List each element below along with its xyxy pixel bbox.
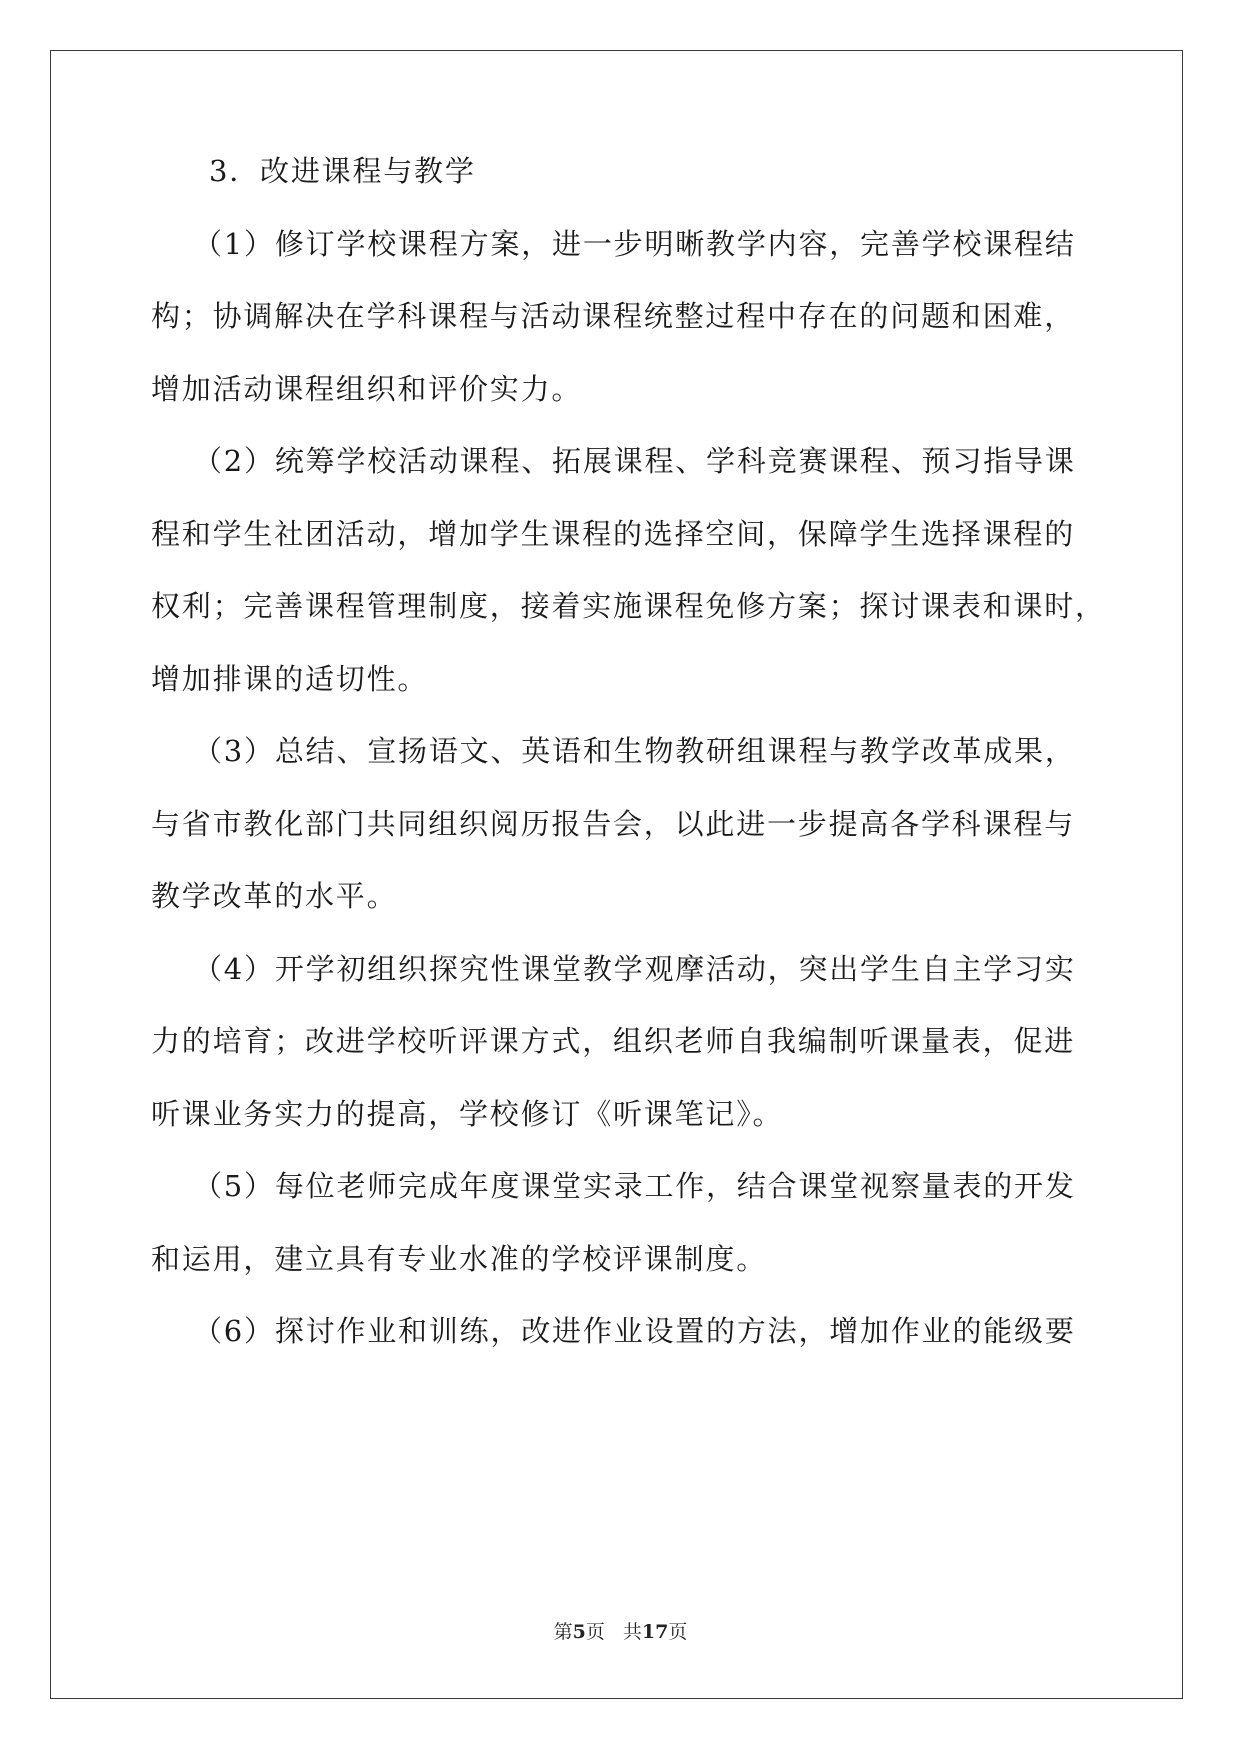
footer-total-suffix: 页	[668, 1621, 688, 1643]
footer-page-suffix: 页	[585, 1621, 605, 1643]
paragraph-4	[151, 951, 1091, 1131]
paragraph-line: 和运用，建立具有专业水准的学校评课制度。	[151, 1241, 768, 1276]
paragraph-line: 程和学生社团活动，增加学生课程的选择空间，保障学生选择课程的	[151, 516, 1076, 551]
footer-page-number: 5	[572, 1621, 586, 1643]
paragraph-line: （6）探讨作业和训练，改进作业设置的方法，增加作业的能级要	[193, 1314, 1076, 1348]
paragraph-line: （1）修订学校课程方案，进一步明晰教学内容，完善学校课程结	[193, 226, 1076, 261]
paragraph-line: （4）开学初组织探究性课堂教学观摩活动，突出学生自主学习实	[193, 951, 1076, 986]
paragraph-line: 与省市教化部门共同组织阅历报告会，以此进一步提高各学科课程与	[151, 806, 1076, 841]
paragraph-line: （3）总结、宣扬语文、英语和生物教研组课程与教学改革成果，	[193, 734, 1076, 768]
section-heading: 3．改进课程与教学	[209, 154, 476, 188]
paragraph-line: 权利；完善课程管理制度，接着实施课程免修方案；探讨课表和课时，	[151, 589, 1106, 623]
document-body	[151, 154, 1106, 1389]
footer-total-prefix: 共	[622, 1621, 642, 1643]
paragraph-3	[151, 736, 1091, 911]
paragraph-line: （2）统筹学校活动课程、拓展课程、学科竞赛课程、预习指导课	[193, 444, 1076, 478]
paragraph-1	[151, 226, 1091, 406]
paragraph-6	[151, 1316, 1091, 1346]
footer-total-pages: 17	[641, 1621, 669, 1643]
paragraph-line: （5）每位老师完成年度课堂实录工作，结合课堂视察量表的开发	[193, 1169, 1076, 1203]
paragraph-2	[151, 444, 1106, 696]
paragraph-line: 构；协调解决在学科课程与活动课程统整过程中存在的问题和困难，	[151, 299, 1076, 333]
paragraph-5	[151, 1171, 1091, 1274]
paragraph-line: 听课业务实力的提高，学校修订《听课笔记》。	[151, 1096, 784, 1131]
page-footer	[0, 1617, 1241, 1644]
paragraph-line: 教学改革的水平。	[151, 879, 398, 913]
paragraph-line: 力的培育；改进学校听评课方式，组织老师自我编制听课量表，促进	[151, 1024, 1076, 1058]
paragraph-line: 增加排课的适切性。	[151, 661, 429, 696]
footer-page-prefix: 第	[553, 1621, 573, 1643]
paragraph-line: 增加活动课程组织和评价实力。	[151, 371, 583, 406]
